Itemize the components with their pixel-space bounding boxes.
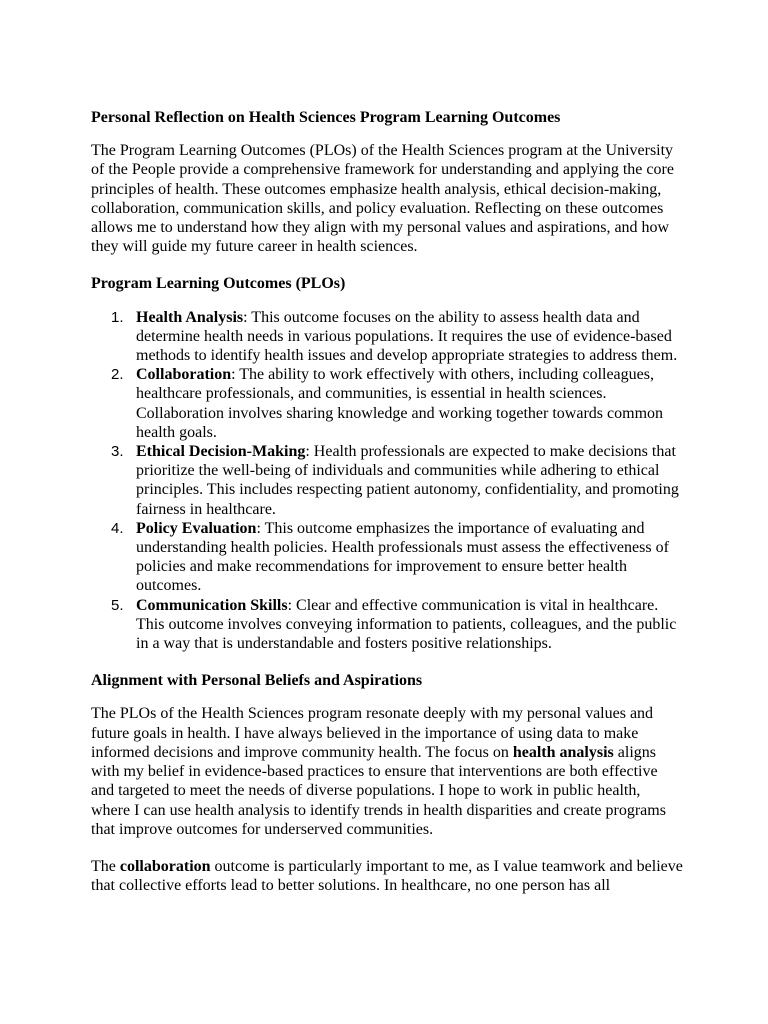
plo-item-term: Health Analysis [136,308,244,326]
bold-term: collaboration [119,857,211,875]
intro-paragraph: The Program Learning Outcomes (PLOs) of the Health Sciences program at the University of the People provide a comprehensive framework for understanding and applying the core principles of health. These outcomes emphasize health analysis, ethical decision-making, collaboration, communication skills, and policy evaluation. Reflecting on these outcomes allows me to understand how they align with my personal values and aspirations, and how they will guide my future career in health sciences. [91,142,674,256]
alignment-paragraph-2 [91,857,683,895]
plo-item-text: : Health professionals are expected to make decisions that prioritize the well-being of individuals and communities while adhering to ethical principles. This includes respecting patient autonomy, confidentiality, and promoting fairness in healthcare. [136,443,679,518]
bold-term: health analysis [512,743,614,761]
plo-item-health-analysis [111,308,683,366]
text-run: aligns with my belief in evidence-based practices to ensure that interventions are both effective and targeted to meet the needs of diverse populations. I hope to work in public health, where I can use health analysis to identify trends in health disparities and create programs that improve outcomes for underserved communities. [91,743,666,838]
plo-item-term: Ethical Decision-Making [136,443,306,461]
plo-item-policy-evaluation [111,519,683,596]
text-run: outcome is particularly important to me, as I value teamwork and believe that collective efforts lead to better solutions. In healthcare, no one person has all [91,857,683,895]
plo-item-number: 5. [111,596,124,614]
plo-item-text: : This outcome emphasizes the importance of evaluating and understanding health policies. Health professionals must assess the effectiveness of policies and make recommendations for improvement to ensure better health outcomes. [136,519,669,595]
text-run: The [91,857,120,875]
plo-section-heading: Program Learning Outcomes (PLOs) [91,275,346,293]
plo-item-term: Collaboration [136,366,232,384]
document-page [91,108,683,913]
plo-list [91,308,683,654]
plo-item-number: 2. [111,366,124,384]
plo-item-collaboration [111,365,683,442]
document-title: Personal Reflection on Health Sciences Program Learning Outcomes [91,109,561,126]
alignment-paragraph-1 [91,704,683,838]
plo-item-text: : The ability to work effectively with others, including colleagues, healthcare professionals, and communities, is essential in health sciences. Collaboration involves sharing knowledge and working together towards common health goals. [136,366,664,441]
plo-item-term: Communication Skills [136,596,288,614]
plo-item-ethical-decision-making [111,442,683,519]
plo-item-text: : Clear and effective communication is vital in healthcare. This outcome involves conveying information to patients, colleagues, and the public in a way that is understandable and fosters positive relationships. [136,596,677,653]
plo-item-communication-skills [111,596,683,654]
plo-item-number: 4. [111,519,124,537]
plo-item-number: 3. [111,443,124,461]
text-run: The PLOs of the Health Sciences program resonate deeply with my personal values and future goals in health. I have always believed in the importance of using data to make informed decisions and improve community health. The focus on [91,705,654,761]
plo-item-number: 1. [111,308,124,326]
plo-item-term: Policy Evaluation [136,519,257,537]
plo-item-text: : This outcome focuses on the ability to assess health data and determine health needs in various populations. It requires the use of evidence-based methods to identify health issues and develop appropriate strategies to address them. [136,308,678,365]
alignment-section-heading: Alignment with Personal Beliefs and Aspirations [91,672,423,690]
